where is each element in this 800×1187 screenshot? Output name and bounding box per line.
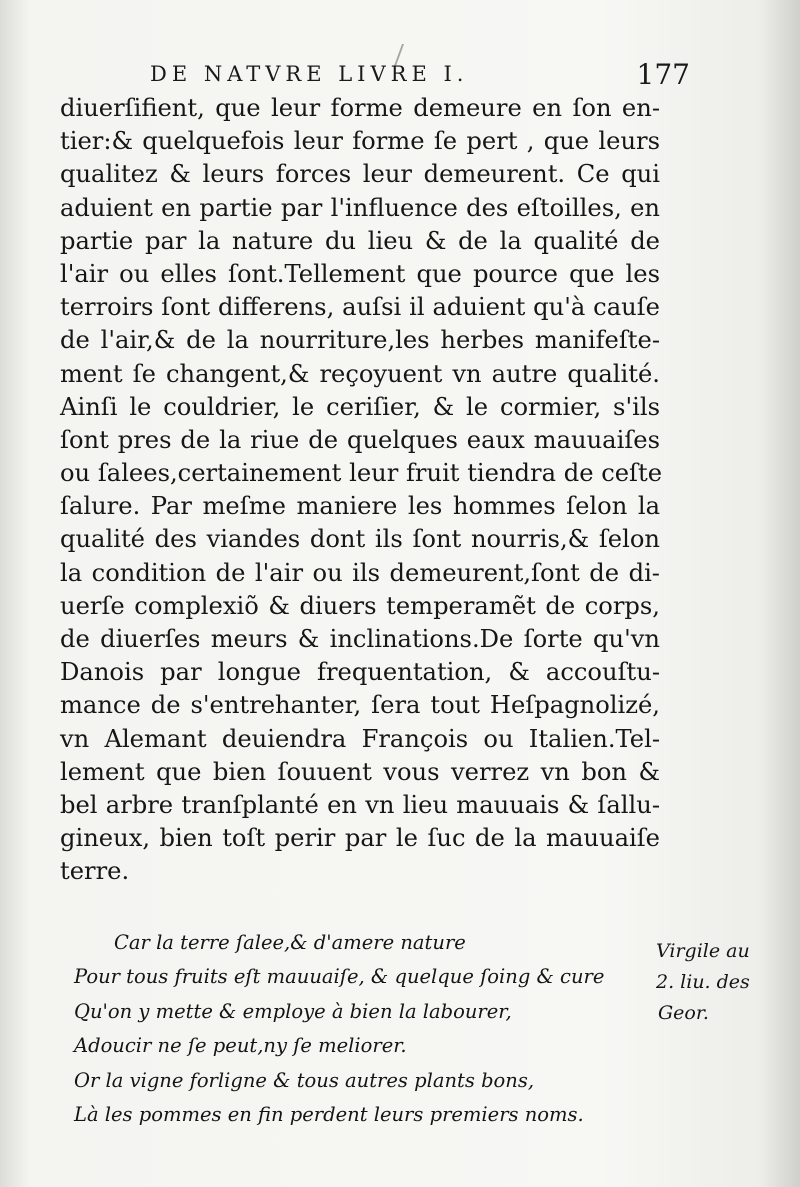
text-line: vn Alemant deuiendra François ou Italien.Tel-	[60, 724, 660, 753]
text-line: ment ſe changent,& reçoyuent vn autre qualité.	[60, 359, 660, 388]
page-number: 177	[636, 58, 690, 91]
text-line: tier:& quelquefois leur forme ſe pert , que leurs	[60, 127, 660, 156]
text-line: lement que bien ſouuent vous verrez vn bon &	[60, 757, 660, 786]
text-line: partie par la nature du lieu & de la qualité de	[60, 226, 660, 255]
running-head	[150, 58, 690, 92]
running-title: DE NATVRE LIVRE I.	[150, 62, 469, 86]
verse-line: Qu'on y mette & employe à bien la labourer,	[74, 999, 512, 1023]
text-line: uerſe complexiõ & diuers temperamẽt de corps,	[60, 591, 660, 620]
margin-note-line: 2. liu. des	[656, 971, 750, 993]
text-line-last: terre.	[60, 857, 130, 886]
text-line: diuerſifient, que leur forme demeure en ſon en-	[60, 94, 660, 122]
text-line: qualitez & leurs forces leur demeurent. Ce qui	[60, 160, 660, 189]
verse-line: Or la vigne forligne & tous autres plants bons,	[74, 1068, 535, 1092]
margin-note-line: Virgile au	[656, 940, 750, 962]
margin-note	[656, 936, 786, 1029]
verse-quotation	[74, 926, 654, 1132]
text-line: ſont pres de la riue de quelques eaux mauuaiſes	[60, 425, 660, 454]
text-line: Ainſi le couldrier, le ceriſier, & le cormier, s'ils	[60, 392, 660, 421]
margin-note-line: Geor.	[658, 1002, 709, 1024]
verse-line: Là les pommes en fin perdent leurs premiers noms.	[74, 1102, 584, 1126]
text-line: l'air ou elles ſont.Tellement que pource que les	[60, 259, 660, 288]
text-line: mance de s'entrehanter, ſera tout Heſpagnolizé,	[60, 691, 660, 720]
text-line: la condition de l'air ou ils demeurent,ſont de di-	[60, 558, 660, 587]
text-line: Danois par longue frequentation, & accouſtu-	[60, 658, 660, 687]
text-line: aduient en partie par l'influence des eſtoilles, en	[60, 193, 660, 222]
verse-line: Car la terre ſalee,& d'amere nature	[114, 931, 466, 954]
verse-line: Pour tous fruits eſt mauuaiſe, & quelque ſoing & cure	[74, 965, 605, 989]
text-line: bel arbre tranſplanté en vn lieu mauuais & ſallu-	[60, 790, 660, 819]
text-line: ou ſalees,certainement leur fruit tiendra de ceſte	[60, 459, 663, 488]
text-line: ſalure. Par meſme maniere les hommes ſelon la	[60, 492, 660, 521]
verse-line: Adoucir ne ſe peut,ny ſe meliorer.	[74, 1034, 407, 1058]
body-text	[60, 92, 663, 889]
text-line: qualité des viandes dont ils ſont nourris,& ſelon	[60, 525, 660, 554]
text-line: terroirs ſont differens, auſsi il aduient qu'à cauſe	[60, 293, 660, 322]
text-line: de l'air,& de la nourriture,les herbes manifeſte-	[60, 326, 660, 355]
text-line: de diuerſes meurs & inclinations.De ſorte qu'vn	[60, 625, 660, 653]
text-line: gineux, bien toſt perir par le ſuc de la mauuaiſe	[60, 824, 660, 853]
